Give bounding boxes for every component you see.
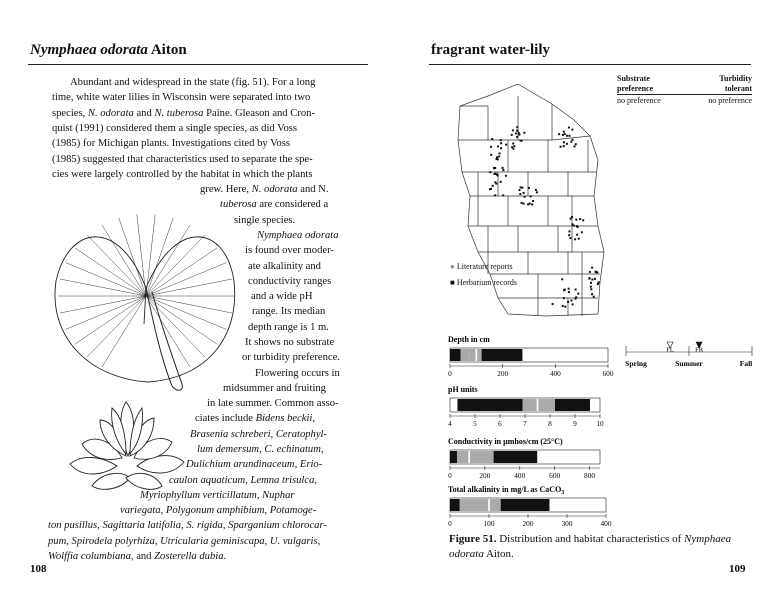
- herbarium-record-dot: [566, 135, 568, 137]
- herbarium-record-dot: [499, 152, 501, 154]
- herbarium-record-dot: [591, 279, 593, 281]
- species-heading: [30, 42, 187, 59]
- herbarium-record-dot: [597, 283, 599, 285]
- herbarium-record-dot: [590, 286, 592, 288]
- herbarium-record-dot: [494, 173, 496, 175]
- herbarium-record-dot: [530, 195, 532, 197]
- season-label: Summer: [675, 359, 703, 368]
- tick-label: 400: [514, 471, 526, 480]
- herbarium-record-dot: [572, 303, 574, 305]
- herbarium-record-dot: [590, 282, 592, 284]
- paragraph-line: and a wide pH: [251, 291, 313, 303]
- herbarium-record-dot: [575, 219, 577, 221]
- tick-label: 300: [561, 519, 573, 528]
- leaf-vein: [66, 263, 146, 296]
- herbarium-record-dot: [523, 132, 525, 134]
- herbarium-record-dot: [502, 169, 504, 171]
- herbarium-record-dot: [512, 143, 514, 145]
- paragraph-line: ciates include Bidens beckii,: [195, 413, 316, 425]
- legend-herbarium: ■ Herbarium records: [450, 278, 518, 287]
- paragraph-line: single species.: [234, 214, 296, 226]
- paragraph-line: variegata, Polygonum amphibium, Potamoge-: [120, 505, 317, 517]
- herbarium-record-dot: [593, 296, 595, 298]
- herbarium-record-dot: [515, 132, 517, 134]
- herbarium-record-dot: [563, 145, 565, 147]
- paragraph-line: (1985) suggested that characteristics used to separate the spe-: [52, 153, 313, 165]
- tick-label: 10: [596, 419, 604, 428]
- paragraph-line: lum demersum, C. echinatum,: [197, 444, 324, 455]
- paragraph-line: species, N. odorata and N. tuberosa Paine. Gleason and Cron-: [52, 107, 315, 119]
- chart-segment: [450, 349, 461, 361]
- herbarium-record-dot: [558, 133, 560, 135]
- species-author: Aiton: [147, 42, 187, 58]
- herbarium-record-dot: [489, 171, 491, 173]
- herbarium-record-dot: [512, 129, 514, 131]
- leaf-vein: [146, 218, 173, 296]
- paragraph-line: range. Its median: [252, 306, 326, 318]
- herbarium-record-dot: [490, 146, 492, 148]
- herbarium-record-dot: [500, 139, 502, 141]
- chart-segment: [458, 399, 523, 411]
- herbarium-record-dot: [520, 140, 522, 142]
- herbarium-record-dot: [582, 219, 584, 221]
- herbarium-record-dot: [564, 306, 566, 308]
- herbarium-record-dot: [575, 289, 577, 291]
- herbarium-record-dot: [511, 134, 513, 136]
- herbarium-record-dot: [518, 134, 520, 136]
- herbarium-record-dot: [574, 238, 576, 240]
- habitat-charts: [440, 334, 758, 530]
- herbarium-record-dot: [568, 127, 570, 129]
- paragraph-line: Dulichium arundinaceum, Erio-: [186, 459, 323, 471]
- herbarium-record-dot: [575, 298, 577, 300]
- herbarium-record-dot: [590, 288, 592, 290]
- water-lily-flower-illustration: [62, 394, 192, 492]
- paragraph-line: is found over moder-: [245, 245, 334, 257]
- phenology-marker-label: FL: [666, 346, 674, 354]
- pref-rule: [617, 94, 752, 95]
- herbarium-record-dot: [502, 167, 504, 169]
- herbarium-record-dot: [529, 203, 531, 205]
- herbarium-record-dot: [518, 132, 520, 134]
- legend-literature: ● Literature reports: [450, 262, 513, 271]
- paragraph-line: conductivity ranges: [248, 275, 332, 287]
- paragraph-line: Brasenia schreberi, Ceratophyl-: [190, 428, 328, 440]
- herbarium-record-dot: [502, 194, 504, 196]
- herbarium-record-dot: [552, 303, 554, 305]
- tick-label: 5: [473, 419, 477, 428]
- turbidity-value: no preference: [708, 96, 752, 105]
- herbarium-record-dot: [589, 271, 591, 273]
- herbarium-record-dot: [570, 141, 572, 143]
- paragraph-line: quist (1991) considered them a single species, as did Voss: [52, 122, 297, 134]
- herbarium-record-dot: [571, 129, 573, 131]
- herbarium-record-dot: [572, 139, 574, 141]
- paragraph-line: Myriophyllum verticillatum, Nuphar: [140, 489, 295, 501]
- leaf-vein: [146, 235, 205, 296]
- herbarium-record-dot: [494, 167, 496, 169]
- paragraph-line: time, white water lilies in Wisconsin were separated into two: [52, 92, 311, 104]
- leaf-vein: [146, 263, 226, 296]
- herbarium-record-dot: [517, 130, 519, 132]
- chart-title: Conductivity in µmhos/cm (25°C): [448, 437, 563, 446]
- chart-title: Depth in cm: [448, 335, 490, 344]
- herbarium-square-icon: ■: [450, 278, 455, 287]
- chart-segment: [482, 349, 523, 361]
- herbarium-record-dot: [532, 200, 534, 202]
- herbarium-record-dot: [490, 154, 492, 156]
- herbarium-record-dot: [497, 145, 499, 147]
- herbarium-record-dot: [492, 185, 494, 187]
- chart-title: pH units: [448, 385, 478, 394]
- leaf-vein: [119, 218, 146, 296]
- herbarium-record-dot: [520, 186, 522, 188]
- wisconsin-distribution-map: [448, 76, 618, 326]
- substrate-header: Substrate preference: [617, 74, 654, 93]
- herbarium-record-dot: [516, 126, 518, 128]
- substrate-value: no preference: [617, 96, 661, 105]
- paragraph-line: ate alkalinity and: [248, 260, 321, 272]
- paragraph-line: Abundant and widespread in the state (fig. 51). For a long: [70, 77, 316, 88]
- herbarium-record-dot: [563, 297, 565, 299]
- herbarium-record-dot: [528, 187, 530, 189]
- tick-label: 400: [549, 369, 561, 378]
- paragraph-line: or turbidity preference.: [242, 352, 340, 364]
- herbarium-record-dot: [568, 291, 570, 293]
- paragraph-line: cies were largely controlled by the habitat in which the plants: [52, 168, 313, 180]
- season-label: Spring: [625, 359, 647, 368]
- paragraph-line: depth range is 1 m.: [248, 321, 329, 333]
- herbarium-record-dot: [574, 145, 576, 147]
- paragraph-line: midsummer and fruiting: [223, 382, 326, 394]
- paragraph-line: Wolffia columbiana, and Zosterella dubia.: [48, 551, 227, 562]
- tick-label: 0: [448, 369, 452, 378]
- caption-label: Figure 51.: [449, 533, 497, 545]
- herbarium-record-dot: [581, 231, 583, 233]
- chart-segment: [538, 399, 556, 411]
- tick-label: 6: [498, 419, 502, 428]
- phenology-marker-label: FR: [695, 346, 704, 354]
- tick-label: 800: [584, 471, 596, 480]
- paragraph-line: in late summer. Common asso-: [207, 398, 339, 410]
- tick-label: 200: [479, 471, 491, 480]
- tick-label: 200: [522, 519, 534, 528]
- species-title: Nymphaea odorata: [30, 42, 148, 58]
- chart-segment: [555, 399, 590, 411]
- herbarium-record-dot: [516, 136, 518, 138]
- tick-label: 0: [448, 471, 452, 480]
- leaf-vein: [87, 296, 146, 357]
- herbarium-record-dot: [513, 145, 515, 147]
- herbarium-record-dot: [576, 225, 578, 227]
- herbarium-record-dot: [579, 218, 581, 220]
- herbarium-record-dot: [596, 271, 598, 273]
- leaf-vein: [66, 296, 146, 329]
- tick-label: 100: [483, 519, 495, 528]
- paragraph-line: tuberosa are considered a: [220, 199, 329, 211]
- tick-label: 200: [497, 369, 509, 378]
- herbarium-record-dot: [562, 305, 564, 307]
- literature-dot-icon: ●: [450, 262, 455, 271]
- common-name-heading: fragrant water-lily: [431, 42, 550, 58]
- herbarium-record-dot: [569, 230, 571, 232]
- right-header-rule: [429, 64, 751, 65]
- tick-label: 400: [600, 519, 612, 528]
- herbarium-record-dot: [496, 158, 498, 160]
- paragraph-line: grew. Here, N. odorata and N.: [200, 184, 329, 195]
- herbarium-record-dot: [578, 238, 580, 240]
- herbarium-record-dot: [563, 141, 565, 143]
- herbarium-record-dot: [500, 147, 502, 149]
- left-page-number: 108: [30, 563, 47, 575]
- herbarium-record-dot: [500, 181, 502, 183]
- chart-title: Total alkalinity in mg/L as CaCO$_3$: [448, 485, 565, 496]
- herbarium-record-dot: [594, 278, 596, 280]
- tick-label: 600: [549, 471, 561, 480]
- season-label: Fall: [739, 359, 753, 368]
- paragraph-line: Nymphaea odorata: [257, 229, 339, 241]
- herbarium-record-dot: [495, 183, 497, 185]
- tick-label: 4: [448, 419, 452, 428]
- herbarium-record-dot: [535, 189, 537, 191]
- herbarium-record-dot: [531, 203, 533, 205]
- herbarium-record-dot: [523, 192, 525, 194]
- herbarium-record-dot: [566, 143, 568, 145]
- right-page-number: 109: [729, 563, 746, 575]
- herbarium-record-dot: [577, 293, 579, 295]
- herbarium-record-dot: [560, 146, 562, 148]
- herbarium-record-dot: [497, 174, 499, 176]
- left-header-rule: [28, 64, 368, 65]
- herbarium-record-dot: [491, 138, 493, 140]
- herbarium-record-dot: [505, 144, 507, 146]
- chart-segment: [489, 499, 501, 511]
- tick-label: 7: [523, 419, 527, 428]
- chart-segment: [457, 451, 469, 463]
- herbarium-record-dot: [523, 203, 525, 205]
- herbarium-record-dot: [521, 202, 523, 204]
- chart-segment: [450, 451, 457, 463]
- herbarium-record-dot: [568, 234, 570, 236]
- herbarium-record-dot: [519, 193, 521, 195]
- herbarium-record-dot: [511, 146, 513, 148]
- tick-label: 0: [448, 519, 452, 528]
- herbarium-record-dot: [571, 300, 573, 302]
- chart-segment: [501, 499, 550, 511]
- herbarium-record-dot: [567, 301, 569, 303]
- figure-caption: Figure 51. Distribution and habitat characteristics of Nymphaea odorata Aiton.: [449, 533, 732, 560]
- herbarium-record-dot: [568, 288, 570, 290]
- herbarium-record-dot: [500, 142, 502, 144]
- herbarium-record-dot: [569, 237, 571, 239]
- herbarium-record-dot: [562, 134, 564, 136]
- paragraph-line: (1985) for Michigan plants. Investigations cited by Voss: [52, 138, 290, 150]
- chart-segment: [469, 451, 493, 463]
- tick-label: 9: [573, 419, 577, 428]
- herbarium-record-dot: [591, 267, 593, 269]
- herbarium-record-dot: [505, 175, 507, 177]
- herbarium-record-dot: [571, 223, 573, 225]
- paragraph-line: caulon aquaticum, Lemna trisulca,: [169, 474, 318, 486]
- chart-segment: [494, 451, 538, 463]
- chart-segment: [450, 499, 460, 511]
- herbarium-record-dot: [569, 135, 571, 137]
- herbarium-record-dot: [498, 156, 500, 158]
- paragraph-line: Flowering occurs in: [255, 367, 340, 379]
- herbarium-record-dot: [588, 278, 590, 280]
- paragraph-line: pum, Spirodela polyrhiza, Utricularia geminiscapa, U. vulgaris,: [48, 535, 321, 547]
- tick-label: 8: [548, 419, 552, 428]
- paragraph-line: It shows no substrate: [245, 336, 335, 348]
- herbarium-record-dot: [521, 187, 523, 189]
- herbarium-record-dot: [570, 218, 572, 220]
- herbarium-record-dot: [576, 234, 578, 236]
- paragraph-line: ton pusillus, Sagittaria latifolia, S. rigida, Sparganium chlorocar-: [48, 520, 327, 532]
- herbarium-record-dot: [561, 278, 563, 280]
- herbarium-record-dot: [494, 194, 496, 196]
- herbarium-record-dot: [490, 188, 492, 190]
- chart-segment: [460, 499, 489, 511]
- turbidity-header: Turbidity tolerant: [719, 74, 752, 93]
- water-lily-leaf-illustration: [48, 196, 243, 396]
- herbarium-record-dot: [564, 133, 566, 135]
- herbarium-record-dot: [591, 293, 593, 295]
- chart-segment: [461, 349, 470, 361]
- herbarium-record-dot: [536, 191, 538, 193]
- leaf-vein: [102, 296, 146, 367]
- tick-label: 600: [602, 369, 614, 378]
- herbarium-record-dot: [519, 189, 521, 191]
- herbarium-record-dot: [563, 289, 565, 291]
- chart-segment: [523, 399, 538, 411]
- herbarium-record-dot: [563, 131, 565, 133]
- leaf-vein: [146, 296, 190, 367]
- herbarium-record-dot: [575, 143, 577, 145]
- herbarium-record-dot: [524, 196, 526, 198]
